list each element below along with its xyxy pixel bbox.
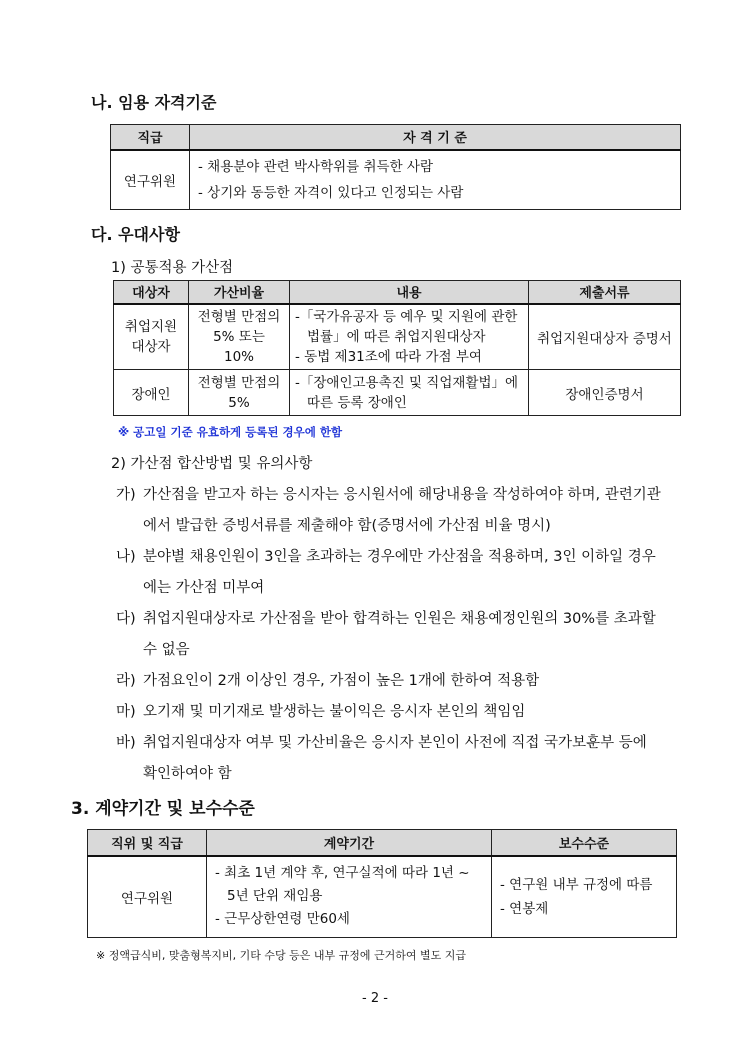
list-item (116, 728, 688, 790)
ratio-line: 5% 또는 (213, 328, 265, 345)
item-line: 가산점을 받고자 하는 응시자는 응시원서에 해당내용을 작성하여야 하며, 관련기관 (143, 487, 661, 503)
item-label: 마) (116, 704, 136, 720)
period-line: 5년 단위 재임용 (227, 888, 323, 905)
subheading-common-bonus: 1) 공통적용 가산점 (111, 260, 234, 276)
ratio-line: 전형별 만점의 (197, 374, 281, 391)
cell-ratio (189, 370, 290, 416)
notice-list (116, 480, 688, 790)
item-line: 취업지원대상자로 가산점을 받아 합격하는 인원은 채용예정인원의 30%를 초과할 (143, 611, 656, 627)
section-title-preference: 다. 우대사항 (91, 225, 180, 244)
item-label: 라) (116, 673, 136, 689)
period-line: - 최초 1년 계약 후, 연구실적에 따라 1년 ~ (215, 865, 470, 882)
contract-note: ※ 정액급식비, 맞춤형복지비, 기타 수당 등은 내부 규정에 근거하여 별도 지급 (96, 949, 466, 962)
content-line: 법률」에 따른 취업지원대상자 (307, 328, 486, 345)
cell-target: 장애인 (114, 370, 189, 416)
col-header-docs: 제출서류 (529, 281, 681, 304)
cell-content (290, 304, 529, 370)
col-header-position: 직위 및 직급 (88, 830, 207, 856)
content-line: -「장애인고용촉진 및 직업재활법」에 (295, 374, 519, 391)
item-line: 확인하여야 함 (143, 766, 232, 782)
list-item (116, 666, 688, 697)
list-item (116, 480, 688, 542)
cell-pay (492, 856, 677, 938)
ratio-line: 전형별 만점의 (197, 308, 281, 325)
item-label: 가) (116, 487, 136, 503)
col-header-period: 계약기간 (207, 830, 492, 856)
pay-line: - 연봉제 (500, 900, 549, 917)
contract-table (87, 829, 677, 938)
cell-docs: 취업지원대상자 증명서 (529, 304, 681, 370)
subheading-bonus-method: 2) 가산점 합산방법 및 유의사항 (111, 456, 313, 472)
section-title-qualification: 나. 임용 자격기준 (91, 93, 217, 112)
list-item (116, 604, 688, 666)
list-item (116, 542, 688, 604)
content-line: 따른 등록 장애인 (307, 394, 407, 411)
content-line: -「국가유공자 등 예우 및 지원에 관한 (295, 308, 518, 325)
col-header-criteria: 자 격 기 준 (190, 125, 681, 150)
pay-line: - 연구원 내부 규정에 따름 (500, 876, 653, 893)
bonus-table (113, 280, 681, 416)
bonus-note: ※ 공고일 기준 유효하게 등록된 경우에 한함 (118, 425, 343, 439)
cell-criteria (190, 150, 681, 210)
cell-target (114, 304, 189, 370)
cell-position: 연구위원 (111, 150, 190, 210)
page-number: - 2 - (362, 991, 388, 1006)
item-label: 바) (116, 735, 136, 751)
target-line: 대상자 (131, 338, 171, 355)
cell-ratio (189, 304, 290, 370)
col-header-content: 내용 (290, 281, 529, 304)
cell-docs: 장애인증명서 (529, 370, 681, 416)
item-line: 취업지원대상자 여부 및 가산비율은 응시자 본인이 사전에 직접 국가보훈부 등에 (143, 735, 647, 751)
target-line: 취업지원 (124, 318, 178, 335)
criteria-item: - 상기와 동등한 자격이 있다고 인정되는 사람 (198, 184, 464, 201)
item-line: 분야별 채용인원이 3인을 초과하는 경우에만 가산점을 적용하며, 3인 이하일 경우 (143, 549, 656, 565)
item-line: 에서 발급한 증빙서류를 제출해야 함(증명서에 가산점 비율 명시) (143, 518, 551, 534)
item-label: 나) (116, 549, 136, 565)
list-item (116, 697, 688, 728)
item-line: 에는 가산점 미부여 (143, 580, 265, 596)
section-title-contract: 3. 계약기간 및 보수수준 (71, 799, 255, 819)
criteria-item: - 채용분야 관련 박사학위를 취득한 사람 (198, 158, 433, 175)
cell-position: 연구위원 (88, 856, 207, 938)
col-header-pay: 보수수준 (492, 830, 677, 856)
ratio-line: 5% (228, 394, 250, 411)
content-line: - 동법 제31조에 따라 가점 부여 (295, 348, 482, 365)
item-line: 수 없음 (143, 642, 190, 658)
item-line: 가점요인이 2개 이상인 경우, 가점이 높은 1개에 한하여 적용함 (143, 673, 540, 689)
qualification-table (110, 124, 681, 210)
col-header-ratio: 가산비율 (189, 281, 290, 304)
period-line: - 근무상한연령 만60세 (215, 911, 350, 928)
cell-content (290, 370, 529, 416)
item-line: 오기재 및 미기재로 발생하는 불이익은 응시자 본인의 책임임 (143, 704, 526, 720)
col-header-rank: 직급 (111, 125, 190, 150)
ratio-line: 10% (223, 348, 254, 365)
item-label: 다) (116, 611, 136, 627)
cell-period (207, 856, 492, 938)
col-header-target: 대상자 (114, 281, 189, 304)
